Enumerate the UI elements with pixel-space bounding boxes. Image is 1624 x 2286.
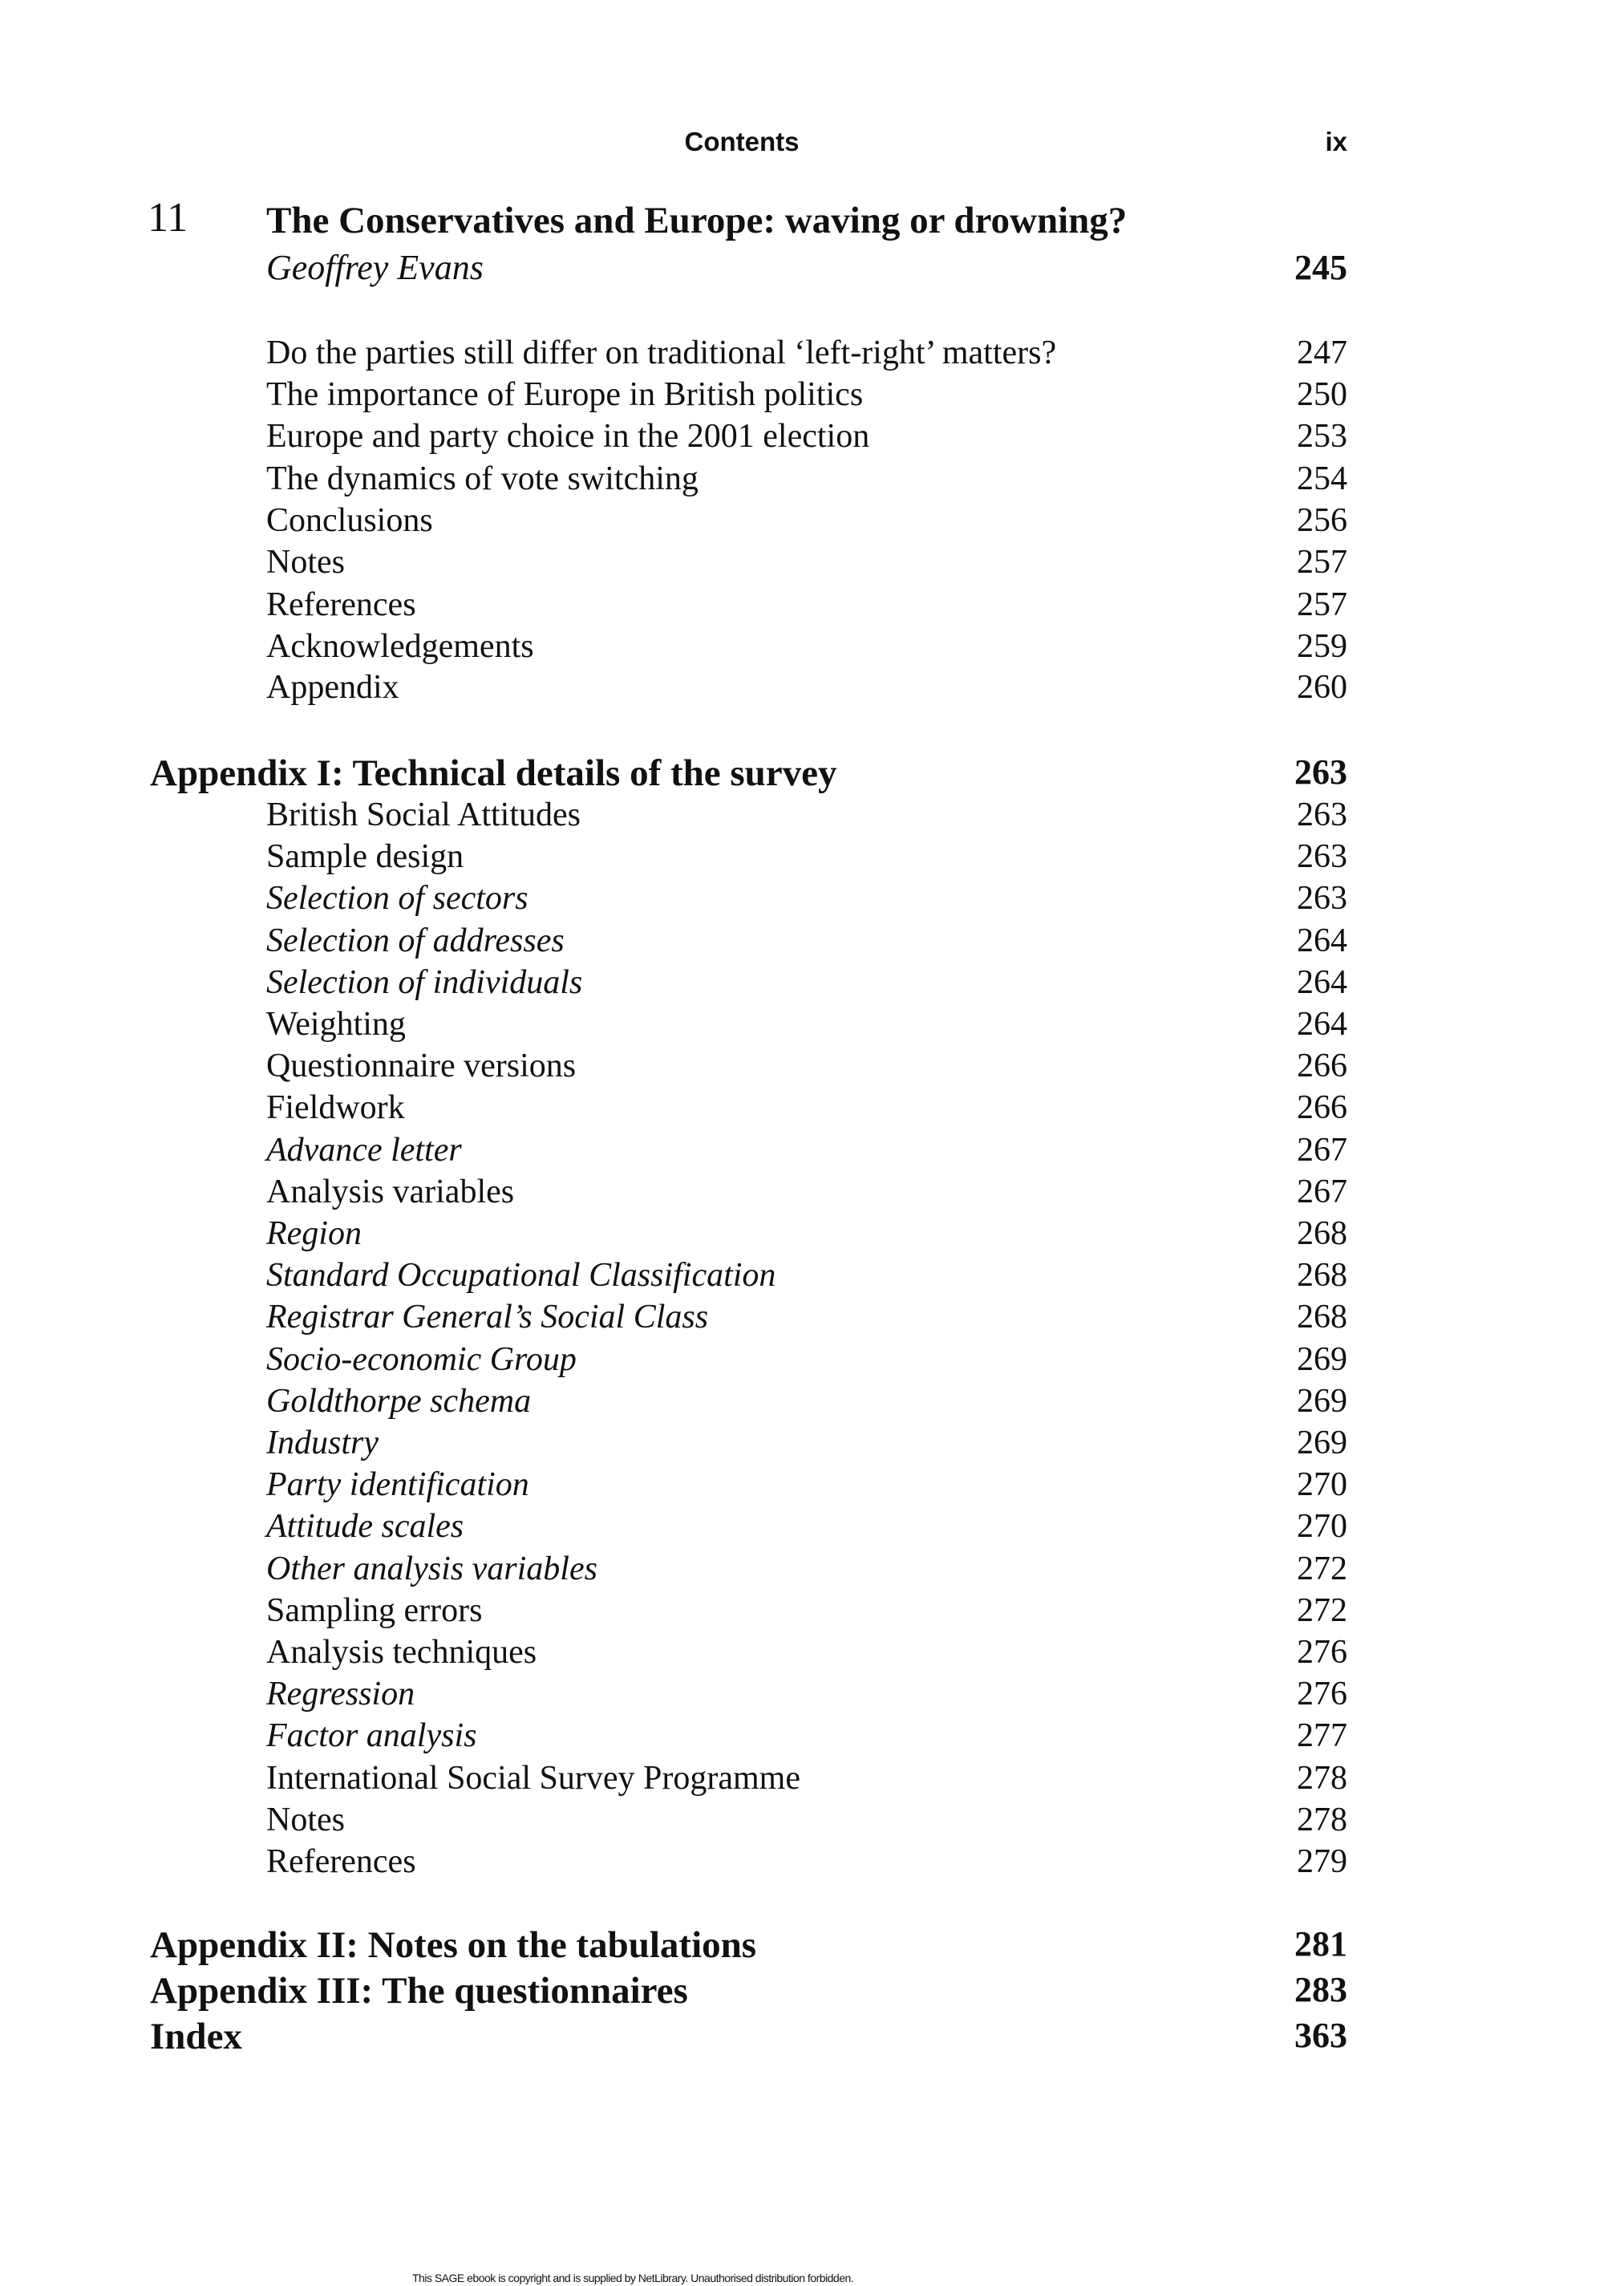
toc-entry-label: The dynamics of vote switching xyxy=(266,460,699,497)
toc-entry xyxy=(0,1633,1624,1676)
toc-entry-label: Goldthorpe schema xyxy=(266,1383,532,1420)
toc-entry-page-number: 270 xyxy=(1297,1508,1347,1545)
chapter-page-number: 245 xyxy=(1294,248,1347,287)
toc-entry-page-number: 257 xyxy=(1297,544,1347,581)
toc-entry-label: Notes xyxy=(266,544,345,581)
toc-entry xyxy=(0,375,1624,419)
toc-entry-page-number: 277 xyxy=(1297,1717,1347,1754)
back-matter-section xyxy=(0,1969,1624,2017)
section-title: Appendix II: Notes on the tabulations xyxy=(150,1924,757,1966)
toc-entry-page-number: 264 xyxy=(1297,964,1347,1001)
section-title: Appendix III: The questionnaires xyxy=(150,1970,688,2012)
toc-entry-label: Selection of individuals xyxy=(266,964,583,1001)
toc-entry-page-number: 256 xyxy=(1297,502,1347,539)
back-matter-section xyxy=(0,2015,1624,2063)
toc-entry-label: Conclusions xyxy=(266,502,433,539)
toc-entry-label: Sample design xyxy=(266,838,464,875)
toc-entry xyxy=(0,460,1624,503)
toc-entry-page-number: 269 xyxy=(1297,1383,1347,1420)
section-page-number: 281 xyxy=(1294,1924,1347,1964)
toc-entry xyxy=(0,1465,1624,1509)
toc-entry-page-number: 276 xyxy=(1297,1676,1347,1712)
toc-entry-label: References xyxy=(266,1843,416,1880)
running-header-page-number: ix xyxy=(1325,127,1347,156)
toc-entry-page-number: 266 xyxy=(1297,1089,1347,1126)
toc-entry-label: Selection of sectors xyxy=(266,880,529,917)
section-title: Appendix I: Technical details of the survey xyxy=(150,752,837,794)
section-title: Index xyxy=(150,2016,242,2057)
toc-entry-page-number: 264 xyxy=(1297,922,1347,959)
toc-entry-label: Appendix xyxy=(266,669,399,706)
toc-entry-page-number: 267 xyxy=(1297,1173,1347,1210)
chapter-author: Geoffrey Evans xyxy=(266,248,484,287)
toc-entry xyxy=(0,1173,1624,1216)
toc-entry-label: Socio-economic Group xyxy=(266,1341,577,1378)
toc-entry xyxy=(0,1759,1624,1802)
toc-entry-page-number: 253 xyxy=(1297,418,1347,455)
toc-entry-page-number: 257 xyxy=(1297,586,1347,623)
toc-entry xyxy=(0,963,1624,1007)
toc-entry xyxy=(0,417,1624,460)
toc-entry-page-number: 269 xyxy=(1297,1341,1347,1378)
toc-entry xyxy=(0,501,1624,545)
section-page-number: 363 xyxy=(1294,2016,1347,2055)
toc-entry-page-number: 247 xyxy=(1297,334,1347,371)
back-matter-section xyxy=(0,1923,1624,1972)
running-header-title: Contents xyxy=(684,127,800,156)
toc-entry-page-number: 250 xyxy=(1297,376,1347,413)
toc-entry-label: Fieldwork xyxy=(266,1089,405,1126)
toc-entry-page-number: 259 xyxy=(1297,628,1347,665)
toc-entry-label: Regression xyxy=(266,1676,415,1712)
toc-entry-page-number: 272 xyxy=(1297,1592,1347,1629)
chapter-title: The Conservatives and Europe: waving or drowning? xyxy=(266,200,1128,241)
toc-entry xyxy=(0,1717,1624,1760)
toc-entry xyxy=(0,1382,1624,1425)
toc-entry-label: References xyxy=(266,586,416,623)
toc-entry-label: Party identification xyxy=(266,1466,529,1503)
toc-entry xyxy=(0,1507,1624,1550)
toc-entry xyxy=(0,879,1624,922)
appendix-i-heading xyxy=(0,752,1624,800)
toc-entry-label: Questionnaire versions xyxy=(266,1048,577,1084)
copyright-footer: This SAGE ebook is copyright and is supplied by NetLibrary. Unauthorised distribution forbidden. xyxy=(412,2272,854,2284)
toc-entry-page-number: 267 xyxy=(1297,1132,1347,1169)
toc-entry xyxy=(0,922,1624,965)
toc-entry xyxy=(0,837,1624,881)
toc-entry xyxy=(0,1842,1624,1886)
toc-entry-label: Industry xyxy=(266,1425,379,1461)
toc-entry-page-number: 279 xyxy=(1297,1843,1347,1880)
toc-entry xyxy=(0,543,1624,586)
toc-entry xyxy=(0,1214,1624,1258)
toc-entry xyxy=(0,668,1624,711)
toc-entry-label: Factor analysis xyxy=(266,1717,477,1754)
toc-entry-label: Acknowledgements xyxy=(266,628,534,665)
section-page-number: 263 xyxy=(1294,752,1347,792)
toc-entry-label: Analysis techniques xyxy=(266,1634,537,1671)
toc-entry-label: Advance letter xyxy=(266,1132,462,1169)
toc-entry-label: Sampling errors xyxy=(266,1592,483,1629)
toc-entry-label: British Social Attitudes xyxy=(266,796,581,833)
toc-entry xyxy=(0,586,1624,629)
toc-entry-page-number: 268 xyxy=(1297,1299,1347,1336)
toc-entry xyxy=(0,1591,1624,1635)
toc-entry-page-number: 263 xyxy=(1297,838,1347,875)
toc-entry-page-number: 263 xyxy=(1297,880,1347,917)
toc-entry-label: International Social Survey Programme xyxy=(266,1760,800,1797)
toc-entry-label: Analysis variables xyxy=(266,1173,515,1210)
toc-entry-label: The importance of Europe in British politics xyxy=(266,376,864,413)
toc-entry-page-number: 263 xyxy=(1297,796,1347,833)
toc-entry-label: Notes xyxy=(266,1802,345,1838)
toc-entry-label: Selection of addresses xyxy=(266,922,565,959)
toc-entry-label: Do the parties still differ on traditional ‘left-right’ matters? xyxy=(266,334,1057,371)
toc-entry-page-number: 278 xyxy=(1297,1802,1347,1838)
toc-entry-page-number: 266 xyxy=(1297,1048,1347,1084)
toc-entry xyxy=(0,1047,1624,1090)
toc-entry xyxy=(0,1005,1624,1048)
toc-entry-label: Registrar General’s Social Class xyxy=(266,1299,709,1336)
toc-entry xyxy=(0,1256,1624,1299)
toc-entry-page-number: 276 xyxy=(1297,1634,1347,1671)
toc-entry xyxy=(0,1801,1624,1844)
chapter-number: 11 xyxy=(148,195,188,241)
toc-entry xyxy=(0,1131,1624,1174)
toc-entry-label: Other analysis variables xyxy=(266,1550,597,1587)
toc-entry xyxy=(0,1340,1624,1384)
toc-entry-label: Weighting xyxy=(266,1006,406,1043)
toc-entry xyxy=(0,1298,1624,1341)
toc-entry-label: Standard Occupational Classification xyxy=(266,1257,776,1294)
toc-entry xyxy=(0,1424,1624,1467)
toc-entry-label: Attitude scales xyxy=(266,1508,464,1545)
toc-entry-label: Region xyxy=(266,1215,362,1252)
toc-entry xyxy=(0,627,1624,671)
toc-entry-label: Europe and party choice in the 2001 election xyxy=(266,418,870,455)
toc-entry xyxy=(0,1675,1624,1718)
toc-entry-page-number: 269 xyxy=(1297,1425,1347,1461)
toc-entry-page-number: 272 xyxy=(1297,1550,1347,1587)
toc-entry-page-number: 260 xyxy=(1297,669,1347,706)
toc-entry-page-number: 268 xyxy=(1297,1257,1347,1294)
toc-entry xyxy=(0,334,1624,377)
toc-entry-page-number: 268 xyxy=(1297,1215,1347,1252)
toc-entry-page-number: 264 xyxy=(1297,1006,1347,1043)
toc-entry-page-number: 278 xyxy=(1297,1760,1347,1797)
toc-entry-page-number: 270 xyxy=(1297,1466,1347,1503)
toc-entry xyxy=(0,796,1624,839)
section-page-number: 283 xyxy=(1294,1970,1347,2009)
toc-entry xyxy=(0,1550,1624,1593)
toc-entry xyxy=(0,1088,1624,1132)
toc-entry-page-number: 254 xyxy=(1297,460,1347,497)
